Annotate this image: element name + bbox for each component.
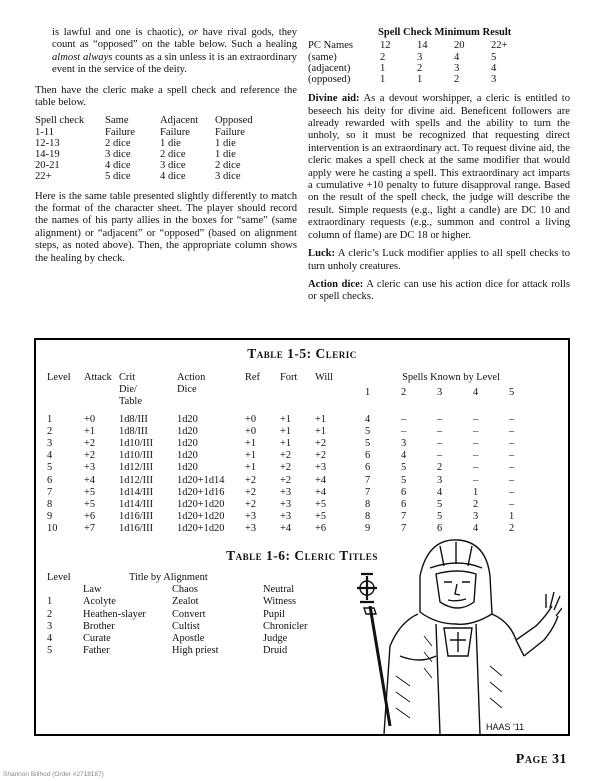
header-will: Will — [315, 372, 334, 383]
cleric-table-row-cell: 1d20+1d16 — [177, 486, 225, 498]
left-column — [35, 27, 297, 271]
healing-table-row-cell: 3 dice — [105, 149, 131, 161]
cleric-table-row-cell: +1 — [280, 425, 292, 437]
cleric-table-row-cell: 5 — [437, 499, 443, 511]
cleric-table-row-cell: 4 — [437, 486, 443, 498]
healing-table-row-cell: 14-19 — [35, 149, 60, 161]
spell-check-table-row-cell: 4 — [454, 51, 460, 63]
header-fort: Fort — [280, 372, 298, 383]
cleric-table-row-cell: +2 — [315, 450, 327, 462]
healing-table-row — [35, 149, 253, 160]
cleric-table-row-cell: +3 — [280, 486, 292, 498]
healing-table-row-cell: 2 dice — [215, 160, 241, 172]
cleric-table-row-cell: – — [509, 499, 515, 511]
spell-check-table-row — [308, 74, 508, 85]
titles-table-row-cell: Druid — [263, 645, 288, 657]
cleric-table-row — [47, 414, 529, 426]
cleric-table-row-cell: 5 — [365, 438, 371, 450]
paragraph-action-dice: Action dice: A cleric can use his action dice for attack rolls or spell checks. — [308, 278, 570, 303]
cleric-table-row-cell: 9 — [47, 511, 53, 523]
cleric-table-row-cell: 1d20 — [177, 462, 198, 474]
header-level: Level — [47, 372, 71, 383]
cleric-table-row-cell: +1 — [84, 425, 96, 437]
spell-check-table-row — [308, 52, 508, 63]
cleric-table-row-cell: 5 — [47, 462, 53, 474]
titles-table-row-cell: Chronicler — [263, 620, 308, 632]
titles-table-row-cell: Pupil — [263, 608, 285, 620]
titles-table-row-cell: 3 — [47, 620, 53, 632]
cleric-titles-table — [47, 572, 333, 657]
cleric-table-row-cell: 6 — [401, 499, 407, 511]
cleric-table-row-cell: +3 — [280, 499, 292, 511]
cleric-table-row-cell: +0 — [245, 425, 257, 437]
spell-check-table-row-cell: 2 — [380, 51, 386, 63]
titles-table-row-cell: Brother — [83, 620, 115, 632]
header-opposed: Opposed — [215, 115, 253, 127]
header-spells-known: Spells Known by Level 1 2 3 4 5 — [365, 372, 529, 409]
titles-table-row-cell: Heathen-slayer — [83, 608, 146, 620]
cleric-table-row-cell: 1d14/III — [119, 486, 154, 498]
cleric-table-row-cell: 4 — [47, 450, 53, 462]
cleric-table-row-cell: – — [473, 425, 479, 437]
cleric-table-row-cell: 1d12/III — [119, 462, 154, 474]
healing-table-row — [35, 171, 253, 182]
titles-table-row — [47, 596, 333, 608]
spell-check-table-row-cell: (same) — [308, 51, 337, 63]
paragraph-spell-check-instruction: Then have the cleric make a spell check and reference the table below. — [35, 84, 297, 109]
cleric-table-row-cell: +4 — [315, 474, 327, 486]
cleric-table-row-cell: +0 — [245, 413, 257, 425]
cleric-table-row-cell: 1 — [509, 511, 515, 523]
spell-check-table-row-cell: 1 — [417, 74, 423, 86]
spell-level-5: 5 — [509, 387, 515, 399]
titles-table-row-cell: Judge — [263, 633, 288, 645]
cleric-table-header-row-1 — [47, 372, 529, 409]
cleric-table-row-cell: 7 — [401, 523, 407, 535]
right-column — [308, 27, 570, 310]
healing-table-row-cell: 1 die — [160, 137, 181, 149]
header-title-by-alignment: Title by Alignment — [129, 572, 208, 583]
spell-check-table-row-cell: 2 — [454, 74, 460, 86]
cleric-table-row-cell: 1d20+1d20 — [177, 523, 225, 535]
cleric-table-row-cell: 1d8/III — [119, 413, 148, 425]
titles-table-row-cell: Acolyte — [83, 596, 116, 608]
staff-icon — [370, 606, 390, 726]
spell-level-2: 2 — [401, 387, 407, 399]
spell-check-table-row-cell: 4 — [491, 62, 497, 74]
cleric-table-row-cell: +5 — [84, 499, 96, 511]
cleric-table-row-cell: +2 — [84, 438, 96, 450]
cleric-table-row-cell: +2 — [84, 450, 96, 462]
cleric-table-row — [47, 523, 529, 535]
header-neutral: Neutral — [263, 584, 295, 596]
titles-header-row-2 — [47, 584, 333, 596]
header-ref: Ref — [245, 372, 261, 383]
titles-header-row-1 — [47, 572, 333, 584]
cleric-table-row-cell: 4 — [365, 413, 371, 425]
cleric-table-row — [47, 499, 529, 511]
cleric-table-row-cell: 1 — [47, 413, 53, 425]
cleric-table-row-cell: 7 — [365, 474, 371, 486]
spell-check-table-row-cell: 2 — [417, 62, 423, 74]
header-pc-names: PC Names — [308, 40, 354, 52]
cleric-table-row-cell: +6 — [84, 511, 96, 523]
healing-table — [35, 115, 253, 182]
cleric-table-row-cell: 6 — [437, 523, 443, 535]
cleric-table-row-cell: +4 — [280, 523, 292, 535]
cleric-table-row-cell: +1 — [280, 438, 292, 450]
cleric-table-row-cell: – — [509, 474, 515, 486]
cleric-table-row-cell: 1d16/III — [119, 511, 154, 523]
healing-table-row-cell: 4 dice — [105, 160, 131, 172]
titles-table-row — [47, 609, 333, 621]
cleric-table — [47, 372, 529, 536]
cleric-table-row-cell: 5 — [401, 474, 407, 486]
healing-table-row — [35, 127, 253, 138]
cleric-table-row-cell: 1d20+1d20 — [177, 511, 225, 523]
cleric-table-row-cell: 1d20+1d14 — [177, 474, 225, 486]
cleric-table-row-cell: 1d20 — [177, 425, 198, 437]
cleric-table-row-cell: – — [509, 413, 515, 425]
spell-check-table-row-cell: 3 — [417, 51, 423, 63]
cleric-table-row-cell: 8 — [365, 511, 371, 523]
paragraph-healing-intro: is lawful and one is chaotic), or have rival gods, they count as “opposed” on the table below. Such a healing almost always counts as a sin unless it is an extraordinary event in the service of the deity. — [52, 27, 297, 76]
cleric-table-row-cell: – — [437, 425, 443, 437]
paragraph-divine-aid: Divine aid: As a devout worshipper, a cleric is entitled to beseech his deity for divine aid. Beneficent followers are already rewarded with spells and the ability to turn the unholy, so it must be recognized that requesting direct intervention is an extraordinary act. To request divine aid, the cleric makes a spell check at the same modifier that would apply were he casting a spell. This extraordinary act imparts a cumulative +10 penalty to future disapproval range. Based on the result of the spell check, the judge will describe the result. Simple requests (e.g., light a candle) are DC 10 and extraordinary requests (e.g., summon and control a living column of flame) are DC 18 or higher. — [308, 93, 570, 241]
cleric-table-row-cell: – — [509, 438, 515, 450]
healing-table-row-cell: 1 die — [215, 149, 236, 161]
cleric-table-row-cell: 5 — [365, 425, 371, 437]
cleric-table-row-cell: – — [509, 486, 515, 498]
spell-check-table-title: Spell Check Minimum Result — [378, 27, 512, 38]
titles-table-row — [47, 633, 333, 645]
cleric-table-row-cell: 3 — [473, 511, 479, 523]
cleric-table-row-cell: – — [401, 413, 407, 425]
cleric-table-row-cell: +2 — [280, 462, 292, 474]
healing-table-header — [35, 115, 253, 126]
healing-table-row-cell: 3 dice — [160, 160, 186, 172]
cleric-table-row-cell: +1 — [245, 438, 257, 450]
cleric-table-row — [47, 475, 529, 487]
cleric-table-row-cell: +1 — [315, 425, 327, 437]
titles-table-row-cell: Witness — [263, 596, 297, 608]
titles-table-row-cell: 5 — [47, 645, 53, 657]
cleric-table-row-cell: 1d8/III — [119, 425, 148, 437]
cleric-table-row-cell: 6 — [365, 450, 371, 462]
cleric-table-row-cell: – — [473, 450, 479, 462]
cleric-table-row — [47, 487, 529, 499]
header-chaos: Chaos — [172, 584, 198, 596]
cleric-table-row-cell: 10 — [47, 523, 58, 535]
cleric-table-row-cell: – — [473, 462, 479, 474]
cleric-table-row-cell: 7 — [365, 486, 371, 498]
cleric-table-row-cell: 5 — [437, 511, 443, 523]
cleric-table-row-cell: 1d20+1d20 — [177, 499, 225, 511]
header-titles-level: Level — [47, 572, 71, 583]
healing-table-row-cell: 22+ — [35, 171, 52, 183]
cleric-table-row-cell: 6 — [365, 462, 371, 474]
cleric-table-row-cell: +2 — [315, 438, 327, 450]
healing-table-row-cell: 2 dice — [160, 149, 186, 161]
cleric-table-row-cell: +0 — [84, 413, 96, 425]
cleric-table-row-cell: – — [437, 413, 443, 425]
cleric-table-row-cell: 8 — [365, 499, 371, 511]
spell-check-table-row-cell: (opposed) — [308, 74, 351, 86]
cleric-table-row-cell: +5 — [315, 511, 327, 523]
header-20: 20 — [454, 40, 465, 52]
cleric-table-row-cell: +1 — [280, 413, 292, 425]
cleric-table-row-cell: 2 — [473, 499, 479, 511]
spell-check-table-row-cell: 3 — [491, 74, 497, 86]
healing-table-row-cell: 12-13 — [35, 137, 60, 149]
spell-level-1: 1 — [365, 387, 371, 399]
cleric-table-row-cell: 4 — [401, 450, 407, 462]
titles-table-row-cell: Zealot — [172, 596, 199, 608]
cleric-table-row-cell: +3 — [245, 511, 257, 523]
cleric-table-row-cell: 1d16/III — [119, 523, 154, 535]
cleric-table-row-cell: – — [509, 450, 515, 462]
spell-level-headers — [365, 387, 529, 399]
cleric-table-row-cell: 1d10/III — [119, 438, 154, 450]
titles-table-row-cell: 1 — [47, 596, 53, 608]
cleric-table-row-cell: 5 — [401, 462, 407, 474]
healing-table-row-cell: 1 die — [215, 137, 236, 149]
cleric-table-row-cell: +2 — [245, 486, 257, 498]
cleric-table-row-cell: +3 — [280, 511, 292, 523]
titles-table-row-cell: Cultist — [172, 620, 200, 632]
header-14: 14 — [417, 40, 428, 52]
cleric-tables-box — [34, 338, 570, 736]
cleric-table-row-cell: 2 — [47, 425, 53, 437]
table-titles-title: Table 1-6: Cleric Titles — [226, 548, 378, 563]
cleric-table-row — [47, 462, 529, 474]
spell-level-3: 3 — [437, 387, 443, 399]
cleric-table-row-cell: 3 — [437, 474, 443, 486]
cleric-table-row-cell: +1 — [315, 413, 327, 425]
cleric-table-row-cell: 2 — [437, 462, 443, 474]
cleric-illustration — [340, 536, 562, 734]
table-cleric-title: Table 1-5: Cleric — [247, 346, 357, 361]
cleric-table-row-cell: +5 — [315, 499, 327, 511]
page-number: Page 31 — [515, 752, 567, 767]
cleric-table-row-cell: 1d20 — [177, 438, 198, 450]
cleric-table-row-cell: 1d14/III — [119, 499, 154, 511]
cleric-table-row-cell: 1d20 — [177, 413, 198, 425]
cleric-table-row-cell: 1d10/III — [119, 450, 154, 462]
cleric-table-row-cell: – — [437, 438, 443, 450]
cleric-table-row-cell: – — [509, 425, 515, 437]
cleric-table-row-cell: 7 — [401, 511, 407, 523]
cleric-table-row-cell: +1 — [245, 462, 257, 474]
healing-table-row-cell: Failure — [215, 126, 246, 138]
footer-note: Shannon Billhod (Order #2718187) — [3, 771, 104, 778]
cleric-table-row-cell: – — [473, 474, 479, 486]
paragraph-luck: Luck: A cleric’s Luck modifier applies to all spell checks to turn unholy creatures. — [308, 248, 570, 272]
cleric-table-row-cell: +6 — [315, 523, 327, 535]
header-same: Same — [105, 115, 129, 127]
header-action-dice: Action Dice — [177, 372, 206, 396]
cleric-table-row-cell: 7 — [47, 486, 53, 498]
cleric-table-row-cell: 9 — [365, 523, 371, 535]
titles-table-row — [47, 645, 333, 657]
cleric-table-row — [47, 426, 529, 438]
cleric-table-row-cell: 3 — [401, 438, 407, 450]
titles-table-row-cell: High priest — [172, 645, 219, 657]
healing-table-row-cell: 3 dice — [215, 171, 241, 183]
cleric-table-row-cell: 1d12/III — [119, 474, 154, 486]
cleric-table-row-cell: +3 — [315, 462, 327, 474]
titles-table-row-cell: Father — [83, 645, 110, 657]
cleric-table-row-cell: +1 — [245, 450, 257, 462]
header-crit: Crit Die/ Table — [119, 372, 142, 408]
cleric-table-row-cell: +2 — [245, 474, 257, 486]
titles-table-row-cell: Apostle — [172, 633, 205, 645]
illustration-signature: HAAS '11 — [486, 722, 525, 732]
healing-table-row-cell: 20-21 — [35, 160, 60, 172]
titles-table-row-cell: 2 — [47, 608, 53, 620]
cleric-table-row-cell: +5 — [84, 486, 96, 498]
cleric-table-row-cell: +3 — [84, 462, 96, 474]
spell-check-table-row-cell: 1 — [380, 74, 386, 86]
cleric-table-row-cell: +7 — [84, 523, 96, 535]
header-attack: Attack — [84, 372, 112, 383]
robe-right — [492, 614, 524, 656]
cleric-table-row — [47, 438, 529, 450]
cleric-table-row-cell: 6 — [47, 474, 53, 486]
header-12: 12 — [380, 40, 391, 52]
healing-table-row-cell: Failure — [160, 126, 191, 138]
cleric-table-row-cell: +4 — [84, 474, 96, 486]
cleric-table-row-cell: 6 — [401, 486, 407, 498]
titles-table-row-cell: Convert — [172, 608, 206, 620]
spell-check-table-row-cell: 3 — [454, 62, 460, 74]
cleric-table-row-cell: 1d20 — [177, 450, 198, 462]
paragraph-character-sheet: Here is the same table presented slightly differently to match the format of the character sheet. The player should record the names of his party allies in the boxes for “same” (same alignment) or “adjacent” or “opposed” (based on alignment steps, as noted above). Then, the appropriate column shows the healing by check. — [35, 190, 297, 264]
healing-table-row — [35, 160, 253, 171]
spell-check-table-header — [308, 40, 508, 51]
header-22-plus: 22+ — [491, 40, 508, 52]
healing-table-row-cell: 5 dice — [105, 171, 131, 183]
healing-table-row-cell: 4 dice — [160, 171, 186, 183]
spell-check-table-row-cell: 1 — [380, 62, 386, 74]
cleric-table-row-cell: 8 — [47, 499, 53, 511]
healing-table-row-cell: 2 dice — [105, 137, 131, 149]
healing-table-row-cell: 1-11 — [35, 126, 55, 138]
spell-check-table-row — [308, 63, 508, 74]
cleric-table-row-cell: 2 — [509, 523, 515, 535]
cleric-table-row-cell: 1 — [473, 486, 479, 498]
cleric-table-row — [47, 450, 529, 462]
cleric-table-row — [47, 511, 529, 523]
cleric-table-row-cell: +3 — [245, 523, 257, 535]
header-law: Law — [83, 584, 102, 596]
spell-check-table-row-cell: 5 — [491, 51, 497, 63]
cleric-table-row-cell: +4 — [315, 486, 327, 498]
titles-table-row-cell: 4 — [47, 633, 53, 645]
cleric-table-row-cell: – — [437, 450, 443, 462]
cleric-table-row-cell: – — [401, 425, 407, 437]
cleric-table-row-cell: 3 — [47, 438, 53, 450]
healing-table-row — [35, 138, 253, 149]
header-adjacent: Adjacent — [160, 115, 199, 127]
cleric-table-row-cell: +2 — [245, 499, 257, 511]
spell-check-table — [308, 40, 508, 85]
cleric-table-row-cell: – — [509, 462, 515, 474]
spell-level-4: 4 — [473, 387, 479, 399]
spell-check-table-row-cell: (adjacent) — [308, 62, 351, 74]
cleric-table-row-cell: 4 — [473, 523, 479, 535]
raised-arm — [516, 606, 552, 640]
healing-table-row-cell: Failure — [105, 126, 136, 138]
header-spell-check: Spell check — [35, 115, 85, 127]
cleric-table-row-cell: +2 — [280, 450, 292, 462]
cleric-table-row-cell: – — [473, 413, 479, 425]
titles-table-row-cell: Curate — [83, 633, 111, 645]
cleric-table-row-cell: – — [473, 438, 479, 450]
titles-table-row — [47, 621, 333, 633]
cleric-table-row-cell: +2 — [280, 474, 292, 486]
